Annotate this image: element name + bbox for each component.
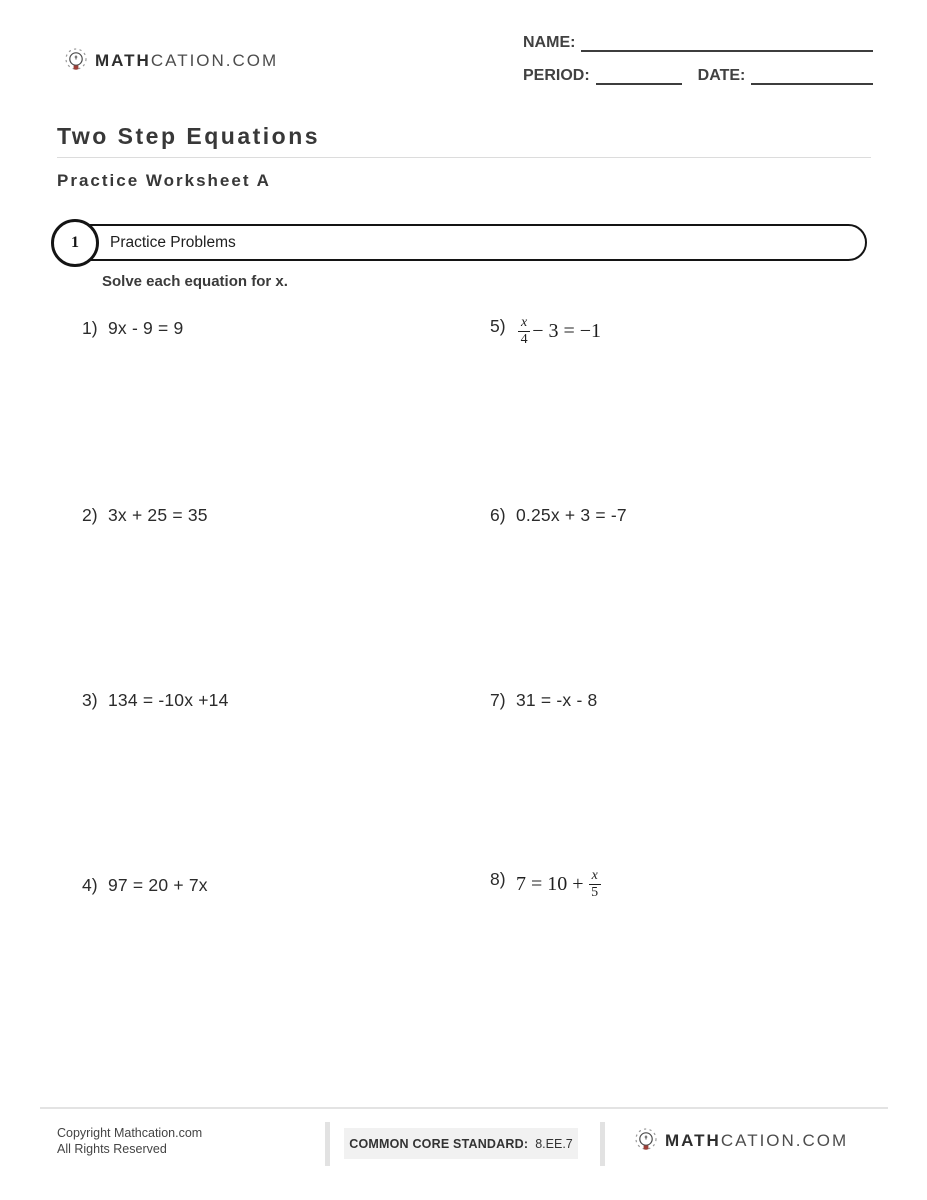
name-label: NAME: [523,34,576,51]
fraction-numerator: x [589,869,601,885]
problem-4 [82,875,208,896]
problem-number: 5) [490,316,506,336]
date-label: DATE: [697,67,746,84]
copyright-text [57,1125,202,1158]
fraction-numerator: x [518,316,530,332]
problem-equation: 134 = -10x +14 [108,690,229,710]
standard-label: COMMON CORE STANDARD: [349,1136,529,1151]
lightbulb-icon [634,1128,658,1154]
problem-equation: 0.25x + 3 = -7 [516,505,627,525]
problem-3 [82,690,229,711]
problem-7 [490,690,597,711]
equation-suffix: − 3 = −1 [532,320,602,342]
common-core-standard-badge [344,1128,578,1159]
title-divider [57,157,871,158]
copyright-line2: All Rights Reserved [57,1142,167,1157]
name-blank-line [581,33,873,52]
footer-logo [634,1128,848,1154]
problem-equation: 31 = -x - 8 [516,690,598,710]
equation-prefix: 7 = 10 + [516,873,584,895]
fraction-denominator: 5 [591,885,599,900]
problem-equation: 9x - 9 = 9 [108,318,184,338]
fraction [589,869,601,900]
logo-text [665,1131,848,1151]
problem-number: 2) [82,505,98,525]
copyright-line1: Copyright Mathcation.com [57,1126,203,1140]
section-label: Practice Problems [110,233,236,251]
name-row [523,33,873,52]
period-label: PERIOD: [523,67,590,84]
section-number-badge: 1 [51,219,99,267]
logo-bold: MATH [665,1131,721,1150]
problem-number: 4) [82,875,98,895]
standard-value: 8.EE.7 [535,1136,573,1151]
section-instructions: Solve each equation for x. [102,273,288,290]
logo-bold: MATH [95,51,151,70]
date-blank-line [751,66,873,85]
problem-number: 6) [490,505,506,525]
period-date-row [523,66,873,85]
footer-separator-right [600,1122,605,1166]
problem-6 [490,505,627,526]
period-blank-line [596,66,682,85]
problem-2 [82,505,208,526]
problem-number: 1) [82,318,98,338]
problem-5 [490,316,601,347]
student-fields [523,33,873,99]
logo-light: CATION.COM [150,51,279,70]
logo-text [95,51,278,71]
problem-8 [490,869,603,900]
problem-1 [82,318,183,339]
lightbulb-icon [64,48,88,74]
footer-separator-left [325,1122,330,1166]
section-header-box [62,224,867,261]
problem-number: 7) [490,690,506,710]
logo-light: CATION.COM [720,1131,849,1150]
fraction-denominator: 4 [520,332,528,347]
footer-divider [40,1107,888,1109]
problem-number: 8) [490,869,506,889]
page-subtitle: Practice Worksheet A [57,171,271,190]
problem-equation [516,316,601,347]
fraction [518,316,530,347]
header-logo [64,48,278,74]
problem-equation [516,869,603,900]
problem-number: 3) [82,690,98,710]
problem-equation: 3x + 25 = 35 [108,505,208,525]
problem-equation: 97 = 20 + 7x [108,875,208,895]
page-title: Two Step Equations [57,123,321,149]
